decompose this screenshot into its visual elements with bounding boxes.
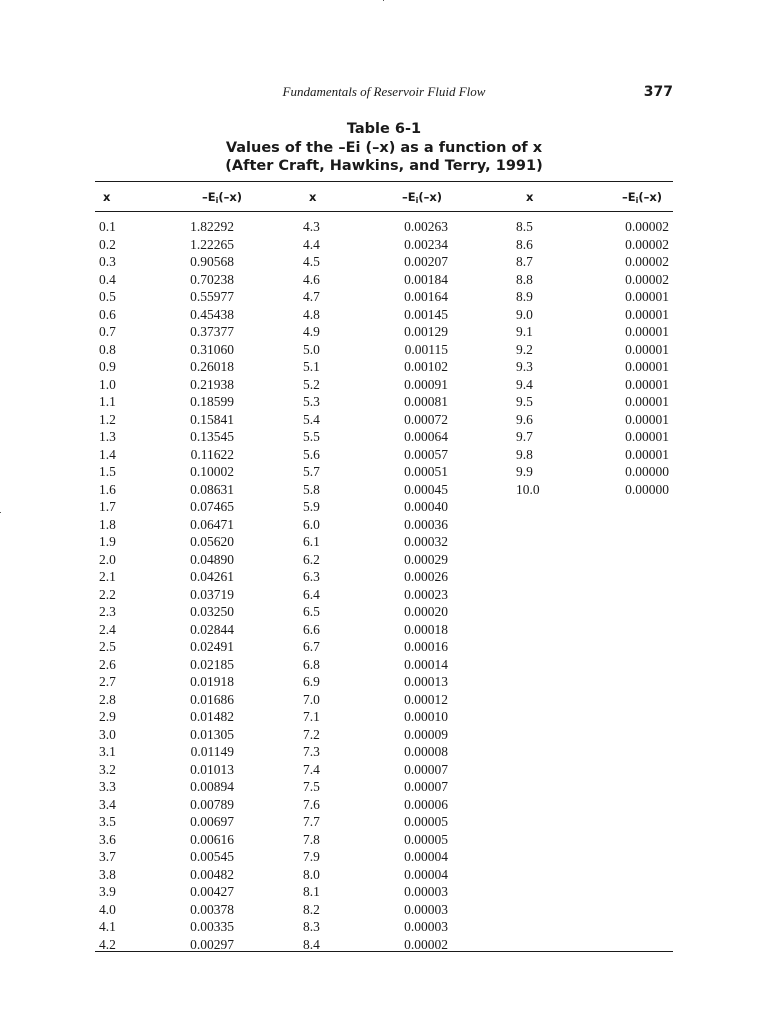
x-cell: 0.7	[99, 324, 116, 339]
x-cell: 4.0	[99, 901, 116, 917]
x-cell: 6.7	[303, 639, 320, 654]
x-cell: 0.6	[99, 306, 116, 322]
ei-cell: 0.08631	[190, 481, 234, 497]
x-cell: 0.8	[99, 341, 116, 357]
x-cell: 2.6	[99, 656, 116, 672]
x-cell: 9.6	[516, 411, 533, 427]
x-cell: 3.7	[99, 849, 116, 864]
ei-cell: 1.22265	[190, 236, 234, 252]
ei-cell: 0.21938	[190, 376, 234, 392]
crop-mark-top	[383, 0, 384, 1]
x-cell: 7.6	[303, 796, 320, 812]
x-cell: 3.6	[99, 831, 116, 847]
ei-cell: 0.00007	[404, 779, 448, 794]
x-cell: 1.6	[99, 481, 116, 497]
ei-cell: 0.00026	[404, 569, 448, 584]
ei-cell: 0.00115	[404, 341, 448, 357]
x-cell: 3.9	[99, 884, 116, 899]
ei-cell: 0.00004	[404, 849, 448, 864]
x-cell: 0.3	[99, 254, 116, 269]
x-cell: 1.4	[99, 446, 116, 462]
x-cell: 4.6	[303, 271, 320, 287]
crop-mark-left	[0, 512, 1, 513]
ei-cell: 0.00040	[404, 499, 448, 514]
ei-cell: 0.01686	[190, 691, 234, 707]
x-cell: 2.0	[99, 551, 116, 567]
x-cell: 2.7	[99, 674, 116, 689]
x-cell: 6.5	[303, 604, 320, 619]
ei-cell: 0.00102	[404, 359, 448, 374]
x-cell: 8.7	[516, 254, 533, 269]
x-cell: 9.7	[516, 429, 533, 444]
ei-cell: 0.10002	[190, 464, 234, 479]
ei-cell: 0.18599	[190, 394, 234, 409]
ei-cell: 0.55977	[190, 289, 234, 304]
x-cell: 6.2	[303, 551, 320, 567]
x-cell: 5.9	[303, 499, 320, 514]
x-column-2	[303, 218, 343, 953]
ei-cell: 0.00002	[625, 219, 669, 234]
x-cell: 2.9	[99, 709, 116, 724]
ei-cell: 0.00010	[404, 709, 448, 724]
table-header-rule	[95, 211, 673, 212]
table-caption	[95, 120, 673, 176]
x-cell: 2.2	[99, 586, 116, 602]
ei-column-1	[150, 218, 234, 953]
ei-cell: 0.00335	[190, 919, 234, 934]
x-cell: 3.3	[99, 779, 116, 794]
ei-cell: 0.06471	[190, 516, 234, 532]
ei-cell: 0.00001	[625, 341, 669, 357]
x-cell: 6.4	[303, 586, 320, 602]
ei-cell: 0.13545	[190, 429, 234, 444]
table-title: Values of the –Ei (–x) as a function of x	[225, 139, 543, 156]
ei-cell: 0.00001	[625, 429, 669, 444]
ei-cell: 0.00002	[625, 271, 669, 287]
ei-column-3	[580, 218, 669, 498]
x-cell: 7.7	[303, 814, 320, 829]
ei-cell: 0.00016	[404, 639, 448, 654]
x-cell: 6.0	[303, 516, 320, 532]
x-cell: 3.5	[99, 814, 116, 829]
ei-cell: 0.00003	[404, 901, 448, 917]
ei-cell: 0.00001	[625, 289, 669, 304]
x-cell: 3.8	[99, 866, 116, 882]
ei-cell: 0.00697	[190, 814, 234, 829]
ei-cell: 0.01305	[190, 726, 234, 742]
ei-cell: 0.00008	[404, 744, 448, 759]
column-header-x-3: x	[526, 190, 534, 204]
ei-cell: 0.01013	[190, 761, 234, 777]
x-cell: 0.1	[99, 219, 116, 234]
x-cell: 2.8	[99, 691, 116, 707]
ei-cell: 0.00003	[404, 884, 448, 899]
ei-cell: 0.00020	[404, 604, 448, 619]
x-cell: 1.1	[99, 394, 116, 409]
ei-cell: 0.03719	[190, 586, 234, 602]
x-cell: 4.7	[303, 289, 320, 304]
ei-cell: 0.07465	[190, 499, 234, 514]
x-cell: 7.2	[303, 726, 320, 742]
x-cell: 1.9	[99, 534, 116, 549]
ei-cell: 0.45438	[190, 306, 234, 322]
x-cell: 8.4	[303, 936, 320, 952]
x-cell: 1.7	[99, 499, 116, 514]
ei-cell: 0.31060	[190, 341, 234, 357]
ei-cell: 0.26018	[190, 359, 234, 374]
x-cell: 5.4	[303, 411, 320, 427]
ei-cell: 0.00207	[404, 254, 448, 269]
running-head	[95, 82, 673, 102]
x-cell: 10.0	[516, 481, 540, 497]
ei-cell: 0.00184	[404, 271, 448, 287]
x-cell: 9.9	[516, 464, 533, 479]
x-cell: 7.5	[303, 779, 320, 794]
ei-cell: 0.00045	[404, 481, 448, 497]
x-cell: 2.5	[99, 639, 116, 654]
ei-cell: 0.00129	[404, 324, 448, 339]
x-cell: 7.0	[303, 691, 320, 707]
ei-cell: 0.01482	[190, 709, 234, 724]
x-cell: 1.5	[99, 464, 116, 479]
ei-cell: 0.00001	[625, 446, 669, 462]
ei-cell: 0.01149	[190, 744, 234, 759]
x-cell: 3.0	[99, 726, 116, 742]
x-cell: 4.4	[303, 236, 320, 252]
x-cell: 2.3	[99, 604, 116, 619]
x-cell: 9.8	[516, 446, 533, 462]
x-cell: 8.1	[303, 884, 320, 899]
x-cell: 5.2	[303, 376, 320, 392]
x-cell: 1.3	[99, 429, 116, 444]
x-cell: 7.8	[303, 831, 320, 847]
ei-cell: 0.00427	[190, 884, 234, 899]
ei-cell: 0.37377	[190, 324, 234, 339]
x-cell: 5.5	[303, 429, 320, 444]
ei-cell: 0.00545	[190, 849, 234, 864]
x-cell: 9.0	[516, 306, 533, 322]
ei-cell: 0.00001	[625, 394, 669, 409]
ei-cell: 0.00378	[190, 901, 234, 917]
ei-cell: 0.01918	[190, 674, 234, 689]
x-cell: 8.9	[516, 289, 533, 304]
x-cell: 0.4	[99, 271, 116, 287]
x-cell: 9.3	[516, 359, 533, 374]
x-cell: 3.2	[99, 761, 116, 777]
ei-cell: 0.00029	[404, 551, 448, 567]
ei-cell: 0.00003	[404, 919, 448, 934]
ei-cell: 0.00005	[404, 831, 448, 847]
running-title: Fundamentals of Reservoir Fluid Flow	[282, 84, 486, 99]
x-cell: 6.3	[303, 569, 320, 584]
ei-cell: 0.15841	[190, 411, 234, 427]
ei-cell: 0.00064	[404, 429, 448, 444]
x-cell: 7.3	[303, 744, 320, 759]
ei-cell: 1.82292	[190, 219, 234, 234]
ei-cell: 0.00482	[190, 866, 234, 882]
ei-cell: 0.00036	[404, 516, 448, 532]
x-cell: 8.5	[516, 219, 533, 234]
column-header-ei-2: $-E_i(-x)$	[401, 190, 442, 205]
ei-cell: 0.04890	[190, 551, 234, 567]
ei-cell: 0.00005	[404, 814, 448, 829]
ei-cell: 0.11622	[190, 446, 234, 462]
ei-cell: 0.00057	[404, 446, 448, 462]
ei-cell: 0.00006	[404, 796, 448, 812]
ei-column-2	[364, 218, 448, 953]
x-cell: 9.2	[516, 341, 533, 357]
x-cell: 9.1	[516, 324, 533, 339]
x-cell: 4.1	[99, 919, 116, 934]
column-header-x-2: x	[309, 190, 317, 204]
column-header-ei-3: $-E_i(-x)$	[621, 190, 662, 205]
ei-cell: 0.00009	[404, 726, 448, 742]
x-cell: 8.6	[516, 236, 533, 252]
table-top-rule	[95, 181, 673, 182]
ei-cell: 0.00001	[625, 324, 669, 339]
ei-cell: 0.00263	[404, 219, 448, 234]
x-cell: 5.3	[303, 394, 320, 409]
ei-cell: 0.00000	[625, 481, 669, 497]
ei-cell: 0.05620	[190, 534, 234, 549]
x-cell: 8.0	[303, 866, 320, 882]
x-cell: 6.8	[303, 656, 320, 672]
ei-cell: 0.00014	[404, 656, 448, 672]
x-cell: 8.3	[303, 919, 320, 934]
ei-cell: 0.02491	[190, 639, 234, 654]
column-header-ei-1: $-E_i(-x)$	[201, 190, 242, 205]
ei-cell: 0.00012	[404, 691, 448, 707]
ei-cell: 0.00091	[404, 376, 448, 392]
ei-cell: 0.00013	[404, 674, 448, 689]
table-source: (After Craft, Hawkins, and Terry, 1991)	[225, 158, 543, 174]
ei-cell: 0.00000	[625, 464, 669, 479]
ei-cell: 0.00004	[404, 866, 448, 882]
column-header-x-1: x	[103, 190, 111, 204]
ei-cell: 0.00032	[404, 534, 448, 549]
x-cell: 7.1	[303, 709, 320, 724]
x-cell: 5.0	[303, 341, 320, 357]
ei-cell: 0.90568	[190, 254, 234, 269]
x-cell: 2.1	[99, 569, 116, 584]
ei-cell: 0.00789	[190, 796, 234, 812]
ei-cell: 0.00001	[625, 306, 669, 322]
x-cell: 5.7	[303, 464, 320, 479]
ei-cell: 0.00002	[404, 936, 448, 952]
x-cell: 5.1	[303, 359, 320, 374]
ei-cell: 0.00002	[625, 236, 669, 252]
ei-cell: 0.00072	[404, 411, 448, 427]
ei-cell: 0.00164	[404, 289, 448, 304]
ei-cell: 0.03250	[190, 604, 234, 619]
x-cell: 4.9	[303, 324, 320, 339]
x-cell: 1.8	[99, 516, 116, 532]
x-cell: 4.2	[99, 936, 116, 952]
ei-cell: 0.00001	[625, 359, 669, 374]
x-cell: 0.5	[99, 289, 116, 304]
x-cell: 9.5	[516, 394, 533, 409]
x-column-3	[516, 218, 556, 498]
x-cell: 4.3	[303, 219, 320, 234]
ei-cell: 0.02844	[190, 621, 234, 637]
x-cell: 4.5	[303, 254, 320, 269]
x-cell: 5.6	[303, 446, 320, 462]
x-cell: 0.2	[99, 236, 116, 252]
ei-cell: 0.02185	[190, 656, 234, 672]
x-column-1	[99, 218, 139, 953]
x-cell: 1.2	[99, 411, 116, 427]
x-cell: 4.8	[303, 306, 320, 322]
ei-cell: 0.00616	[190, 831, 234, 847]
x-cell: 6.9	[303, 674, 320, 689]
ei-cell: 0.00001	[625, 376, 669, 392]
x-cell: 7.9	[303, 849, 320, 864]
ei-cell: 0.00001	[625, 411, 669, 427]
x-cell: 6.1	[303, 534, 320, 549]
x-cell: 7.4	[303, 761, 320, 777]
x-cell: 5.8	[303, 481, 320, 497]
table-number: Table 6-1	[346, 121, 422, 137]
ei-cell: 0.00018	[404, 621, 448, 637]
ei-cell: 0.00007	[404, 761, 448, 777]
ei-cell: 0.04261	[190, 569, 234, 584]
x-cell: 2.4	[99, 621, 116, 637]
ei-cell: 0.00051	[404, 464, 448, 479]
x-cell: 9.4	[516, 376, 533, 392]
ei-cell: 0.00234	[404, 236, 448, 252]
ei-cell: 0.00023	[404, 586, 448, 602]
ei-cell: 0.70238	[190, 271, 234, 287]
ei-cell: 0.00297	[190, 936, 234, 952]
x-cell: 8.2	[303, 901, 320, 917]
page-number: 377	[643, 84, 673, 100]
ei-cell: 0.00145	[404, 306, 448, 322]
ei-cell: 0.00894	[190, 779, 234, 794]
ei-cell: 0.00081	[404, 394, 448, 409]
table-bottom-rule	[95, 951, 673, 952]
x-cell: 6.6	[303, 621, 320, 637]
x-cell: 8.8	[516, 271, 533, 287]
x-cell: 0.9	[99, 359, 116, 374]
x-cell: 1.0	[99, 376, 116, 392]
x-cell: 3.4	[99, 796, 116, 812]
x-cell: 3.1	[99, 744, 116, 759]
ei-cell: 0.00002	[625, 254, 669, 269]
